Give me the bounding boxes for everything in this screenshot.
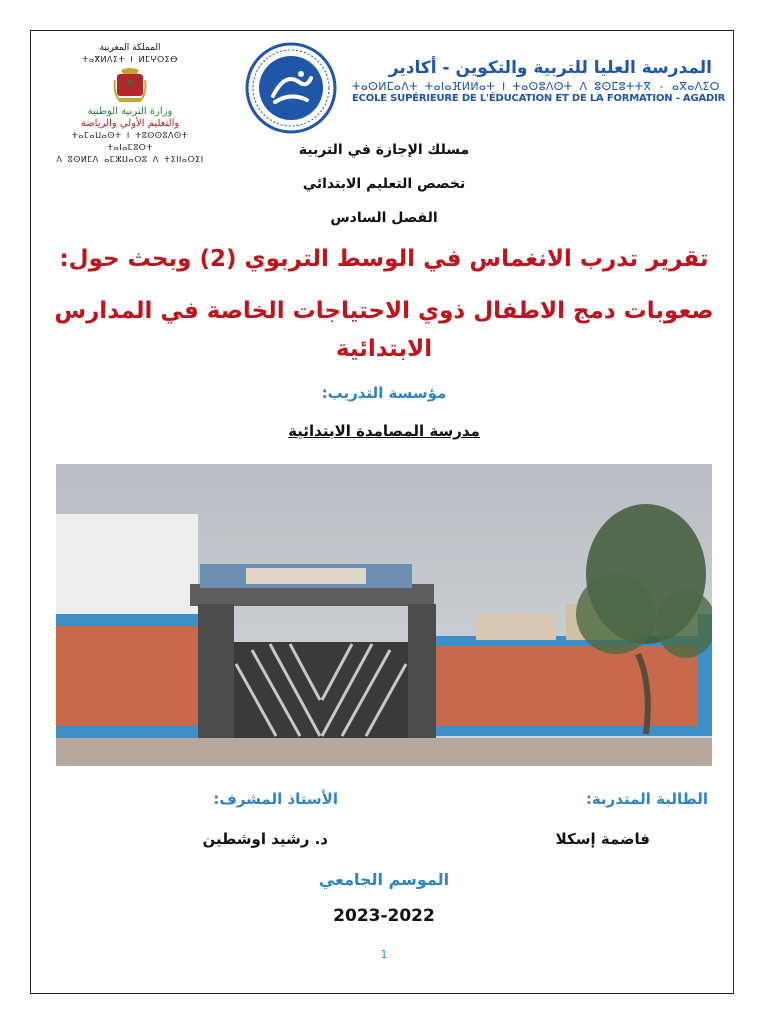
ministry-name-ar-2: والتعليم الأولي والرياضة — [80, 118, 180, 129]
ministry-name-tif-1: ⵜⴰⵎⴰⵡⴰⵙⵜ ⵏ ⵜⵓⵙⵙⵓⴷⵙⵜ ⵜⴰⵏⴰⵎⵓⵔⵜ — [71, 131, 189, 152]
report-title-line-3: الابتدائية — [335, 336, 433, 362]
institution-label: مؤسسة التدريب: — [321, 384, 447, 402]
school-name-tif: ⵜⴰⵙⵍⵎⴰⴷⵜ ⵜⴰⵏⴰⴼⵍⵍⴰⵜ ⵏ ⵜⴰⵙⵓⴷⵙⵜ ⴷ ⵓⵙⵎⵓⵜⵜⴳ - ⴰⴳⴰⴷⵉⵔ — [352, 80, 720, 93]
school-name-fr: ECOLE SUPÉRIEURE DE L'ÉDUCATION ET DE LA FORMATION - AGADIR — [352, 93, 726, 104]
university-seal-icon — [245, 42, 337, 134]
supervisor-name: د. رشيد اوشطين — [202, 830, 328, 848]
academic-season-label: الموسم الجامعي — [318, 870, 450, 889]
page-number: 1 — [380, 948, 388, 961]
institution-name: مدرسة المصامدة الابتدائية — [288, 422, 480, 440]
school-gate-photo — [56, 464, 712, 766]
academic-years: 2023-2022 — [333, 906, 435, 926]
student-name: فاضمة إسكلا — [555, 830, 650, 848]
report-title-line-2: صعوبات دمج الاطفال ذوي الاحتياجات الخاصة في المدارس — [54, 298, 714, 324]
ministry-name-tif-2: ⴷ ⵓⵙⵍⵎⴷ ⴰⵎⵣⵡⴰⵔⵓ ⴷ ⵜⵉⵏⵏⴰⵔⵉⵏ — [56, 155, 204, 164]
royal-emblem-icon — [113, 66, 147, 106]
ministry-name-ar-1: وزارة التربية الوطنية — [87, 106, 173, 117]
institution-name-wrap — [0, 422, 768, 440]
ministry-country-tif: ⵜⴰⴳⵍⴷⵉⵜ ⵏ ⵍⵎⵖⵔⵉⴱ — [82, 55, 178, 64]
student-label: الطالبة المتدربة: — [585, 790, 708, 808]
school-name-block — [352, 58, 726, 104]
program-semester: الفصل السادس — [330, 210, 438, 226]
program-track: مسلك الإجازة في التربية — [298, 142, 470, 158]
report-title-line-1: تقرير تدرب الانغماس في الوسط التربوي (2) وبحث حول: — [59, 246, 709, 272]
school-name-ar: المدرسة العليا للتربية والتكوين - أكادير — [388, 58, 712, 78]
ministry-country-ar: المملكة المغربية — [99, 43, 161, 53]
program-specialty: تخصص التعليم الابتدائي — [302, 176, 466, 192]
supervisor-label: الأستاذ المشرف: — [213, 790, 338, 808]
ministry-logo — [48, 42, 212, 164]
